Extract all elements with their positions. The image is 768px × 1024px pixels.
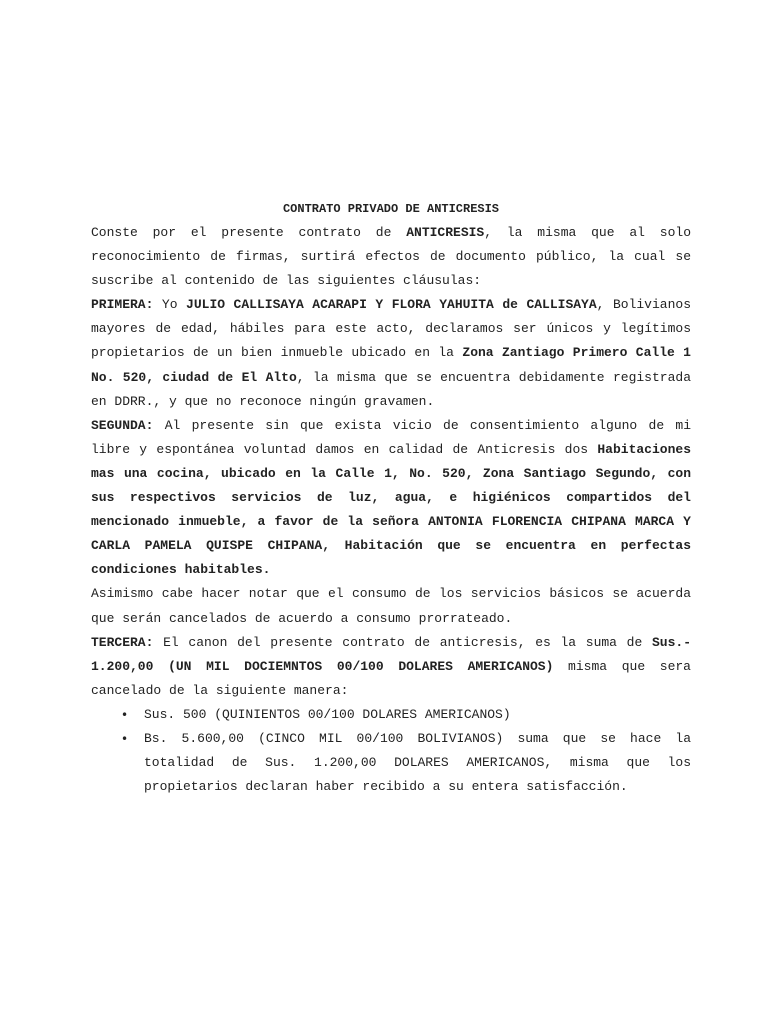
intro-paragraph [91, 221, 691, 293]
document-page [91, 197, 691, 799]
primera-text-3: , la misma que se encuentra debidamente registrada en DDRR., y que no reconoce ningún gravamen. [91, 369, 691, 409]
payment-list [91, 703, 691, 799]
list-item-text: Sus. 500 (QUINIENTOS 00/100 DOLARES AMERICANOS) [144, 706, 511, 722]
clause-primera [91, 293, 691, 413]
tercera-text-2: misma que sera cancelado de la siguiente manera: [91, 658, 691, 698]
bullet-icon: • [121, 707, 129, 722]
tercera-text-1: El canon del presente contrato de anticresis, es la suma de [153, 634, 652, 650]
clause-tercera-label: TERCERA: [91, 634, 154, 650]
clause-segunda-label: SEGUNDA: [91, 417, 154, 433]
document-title: CONTRATO PRIVADO DE ANTICRESIS [282, 202, 500, 216]
segunda-text-1: Al presente sin que exista vicio de consentimiento alguno de mi libre y espontánea voluntad damos en calidad de Anticresis dos [91, 417, 691, 457]
clause-segunda [91, 414, 691, 583]
primera-text-2: , Bolivianos mayores de edad, hábiles para este acto, declaramos ser únicos y legítimos propietarios de un bien inmueble ubicado en la [91, 297, 691, 361]
bullet-icon: • [121, 731, 129, 746]
segunda-bold-1: Habitaciones mas una cocina, ubicado en la Calle 1, No. 520, Zona Santiago Segundo, con sus respectivos servicios de luz, agua, e higiénicos compartidos del mencionado inmueble, a favor de la señora ANTONIA FLORENCIA CHIPANA MARCA Y CARLA PAMELA QUISPE CHIPANA, Habitación que se encuentra en perfectas condiciones habitables. [91, 441, 691, 578]
asimismo-paragraph: Asimismo cabe hacer notar que el consumo de los servicios básicos se acuerda que serán cancelados de acuerdo a consumo prorrateado. [91, 586, 691, 626]
list-item [121, 727, 691, 799]
primera-bold-1: JULIO CALLISAYA ACARAPI Y FLORA YAHUITA de CALLISAYA [186, 297, 597, 313]
clause-tercera [91, 631, 691, 703]
intro-text-1: Conste por el presente contrato de [91, 225, 407, 240]
list-item-text: Bs. 5.600,00 (CINCO MIL 00/100 BOLIVIANOS) suma que se hace la totalidad de Sus. 1.200,00 DOLARES AMERICANOS, misma que los propietarios declaran haber recibido a su entera satisfacción. [144, 730, 691, 795]
intro-bold-1: ANTICRESIS [406, 225, 485, 240]
primera-text-1: Yo [153, 297, 187, 313]
tercera-bold-1: Sus.- 1.200,00 (UN MIL DOCIEMNTOS 00/100 DOLARES AMERICANOS) [91, 634, 691, 674]
clause-primera-label: PRIMERA: [91, 297, 154, 313]
list-item [121, 703, 691, 727]
intro-text-2: , la misma que al solo reconocimiento de firmas, surtirá efectos de documento público, la cual se suscribe al contenido de las siguientes cláusulas: [91, 225, 691, 289]
primera-bold-2: Zona Zantiago Primero Calle 1 No. 520, ciudad de El Alto [91, 345, 691, 385]
